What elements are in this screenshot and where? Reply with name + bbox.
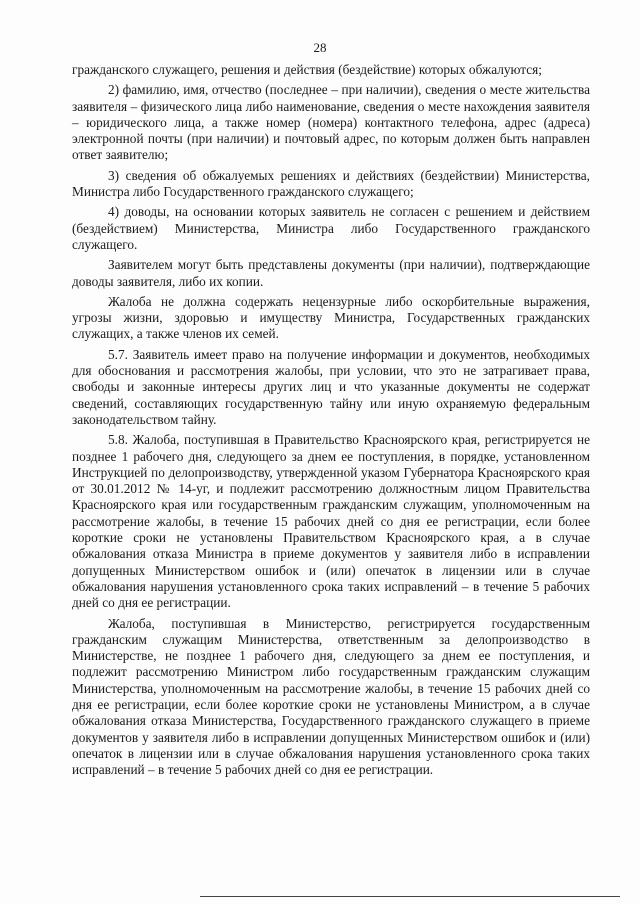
- paragraph-item-3: 3) сведения об обжалуемых решениях и действиях (бездействии) Министерства, Министра либо Государственного гражданского служащего;: [72, 167, 590, 200]
- paragraph-item-2: 2) фамилию, имя, отчество (последнее – при наличии), сведения о месте жительства заявителя – физического лица либо наименование, сведения о месте нахождения заявителя – юридического лица, а также номер (номера) контактного телефона, адрес (адреса) электронной почты (при наличии) и почтовый адрес, по которым должен быть направлен ответ заявителю;: [72, 82, 590, 163]
- paragraph-ministry-registration: Жалоба, поступившая в Министерство, регистрируется государственным гражданским служащим Министерства, ответственным за делопроизводство в Министерстве, не позднее 1 рабочего дня, следующего за днем ее поступления, и подлежит рассмотрению Министром либо государственным гражданским служащим Министерства, уполномоченным на рассмотрение жалобы, в течение 15 рабочих дней со дня ее регистрации, если более короткие сроки не установлены Министром, а в случае обжалования отказа Министерства, Государственного гражданского служащего в приеме документов у заявителя либо в исправлении допущенных Министерством ошибок и (или) опечаток в лицензии или в случае обжалования нарушения установленного срока таких исправлений – в течение 5 рабочих дней со дня ее регистрации.: [72, 615, 590, 778]
- page-bottom-rule: [200, 896, 620, 897]
- paragraph-documents: Заявителем могут быть представлены документы (при наличии), подтверждающие доводы заявителя, либо их копии.: [72, 257, 590, 289]
- paragraph-5-7: 5.7. Заявитель имеет право на получение информации и документов, необходимых для обоснования и рассмотрения жалобы, при условии, что это не затрагивает права, свободы и законные интересы других лиц и что указанные документы не содержат сведений, составляющих государственную тайну или иную охраняемую федеральным законодательством тайну.: [72, 346, 590, 427]
- paragraph-complaint-content: Жалоба не должна содержать нецензурные либо оскорбительные выражения, угрозы жизни, здоровью и имуществу Министра, Государственных гражданских служащих, а также членов их семей.: [72, 293, 590, 342]
- paragraph-5-8: 5.8. Жалоба, поступившая в Правительство Красноярского края, регистрируется не позднее 1 рабочего дня, следующего за днем ее поступления, в порядке, установленном Инструкцией по делопроизводству, утвержденной указом Губернатора Красноярского края от 30.01.2012 № 14-уг, и подлежит рассмотрению должностным лицом Правительства Красноярского края или государственным гражданским служащим, уполномоченным на рассмотрение жалобы, в течение 15 рабочих дней со дня ее регистрации, если более короткие сроки не установлены Правительством Красноярского края, а в случае обжалования отказа Министра в приеме документов у заявителя либо в исправлении допущенных Министерством ошибок и (или) опечаток в лицензии или в случае обжалования нарушения установленного срока таких исправлений – в течение 5 рабочих дней со дня ее регистрации.: [72, 432, 590, 611]
- paragraph-item-4: 4) доводы, на основании которых заявитель не согласен с решением и действием (бездействием) Министерства, Министра либо Государственного гражданского служащего.: [72, 204, 590, 252]
- page-number: 28: [313, 40, 327, 55]
- paragraph-continuation: гражданского служащего, решения и действия (бездействие) которых обжалуются;: [72, 62, 542, 77]
- document-body: [72, 62, 590, 778]
